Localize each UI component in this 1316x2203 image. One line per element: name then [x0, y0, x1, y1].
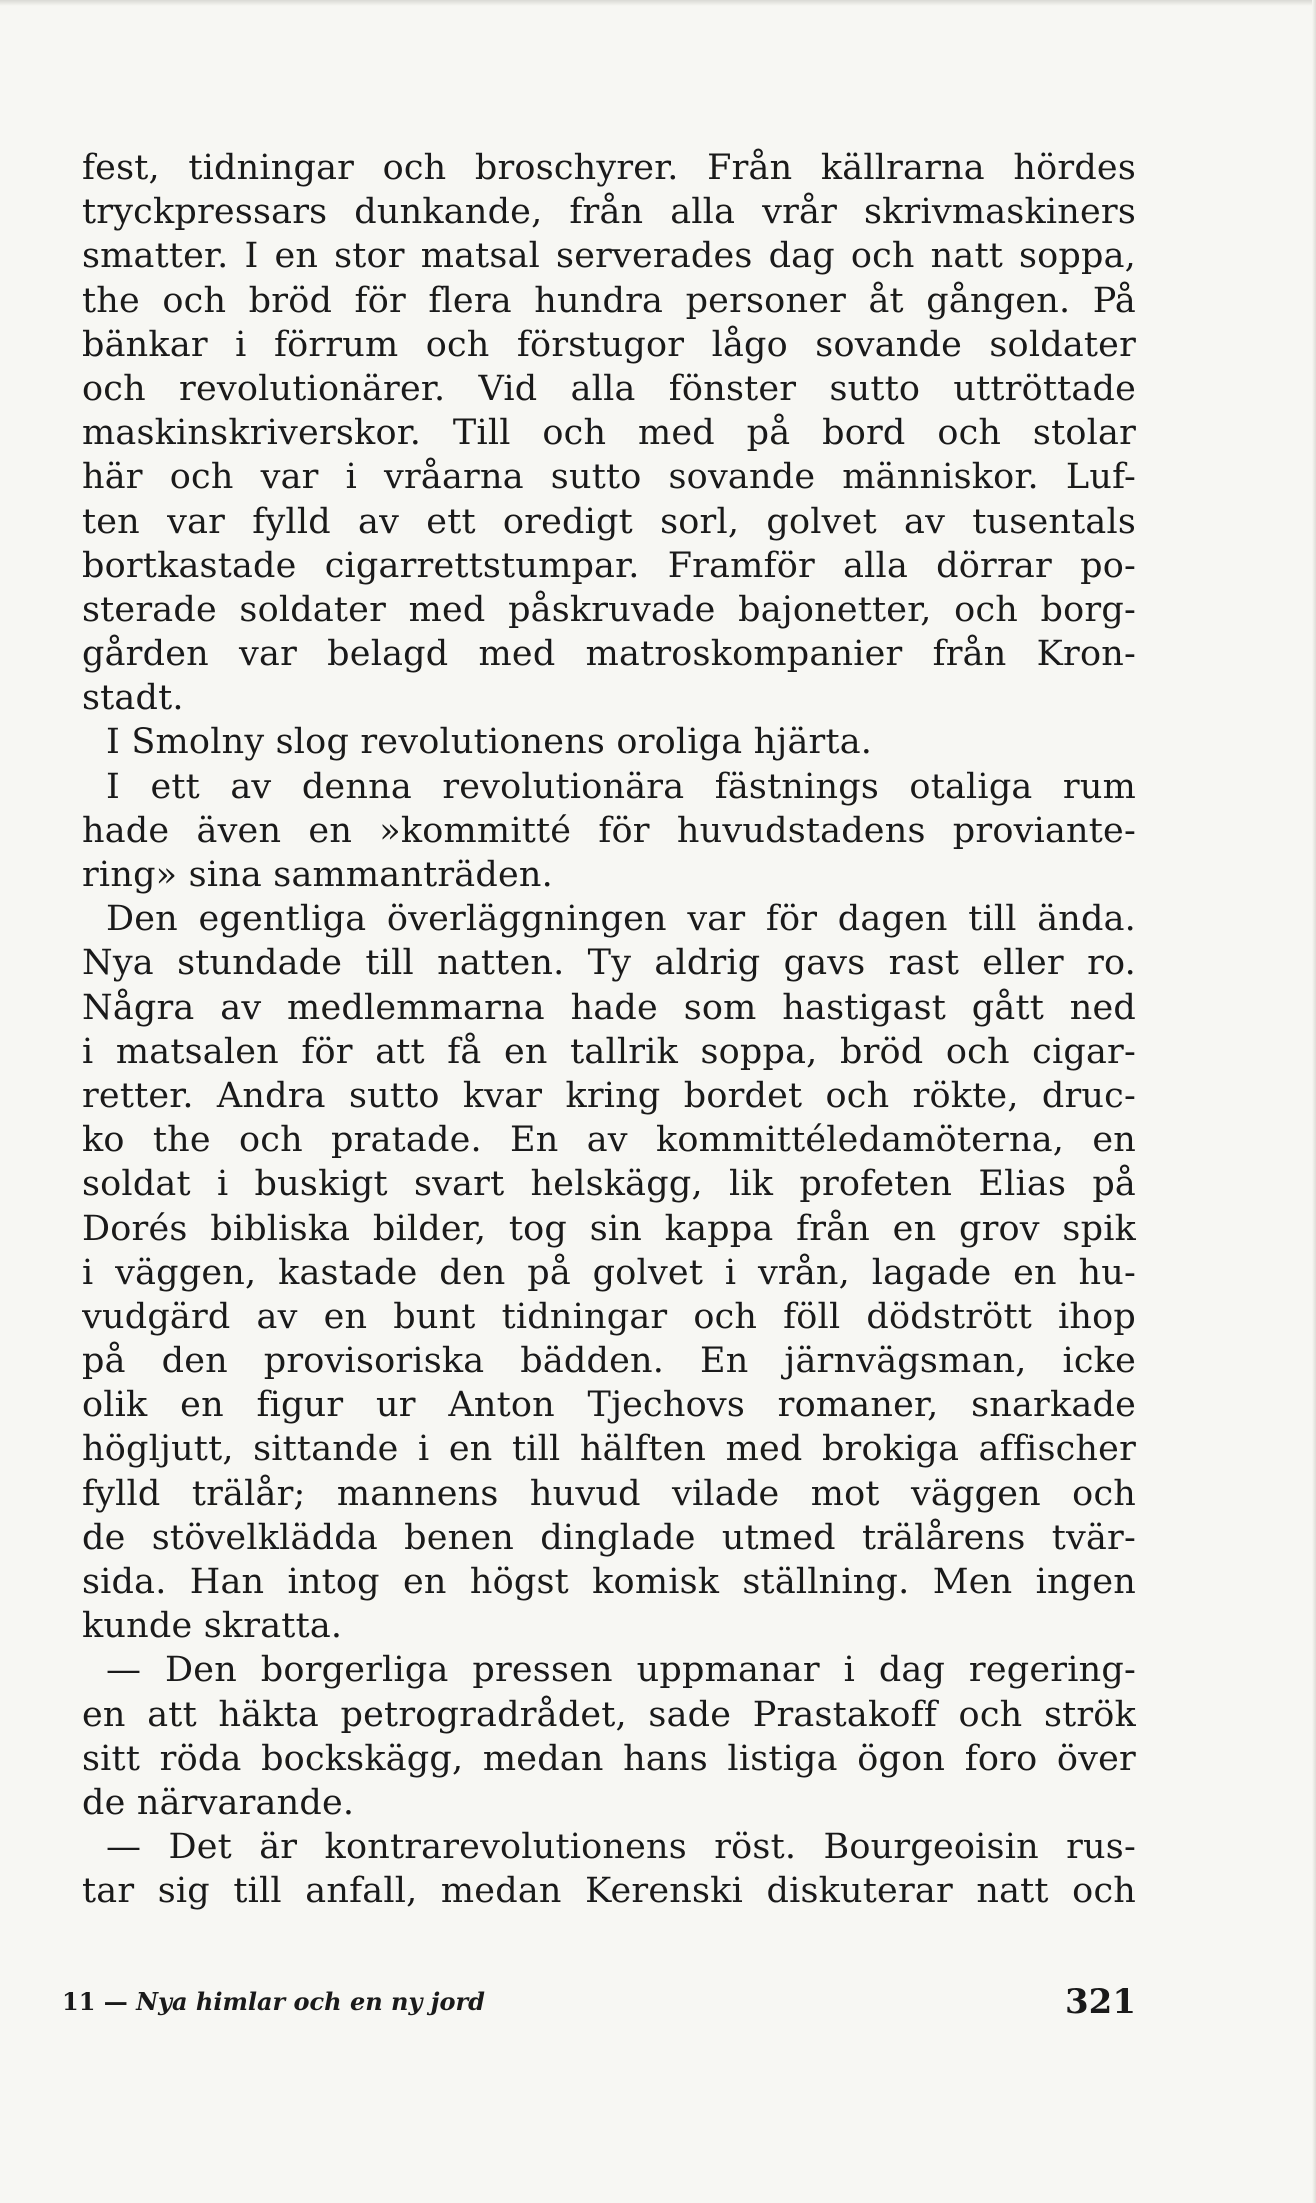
text-line: tar sig till anfall, medan Kerenski diskuterar natt och — [82, 1871, 1136, 1912]
text-line: smatter. I en stor matsal serverades dag och natt soppa, — [82, 236, 1136, 277]
text-line: maskinskriverskor. Till och med på bord och stolar — [82, 413, 1136, 454]
body-text — [82, 146, 1136, 1914]
text-line: tryckpressars dunkande, från alla vrår skrivmaskiners — [82, 192, 1136, 233]
signature-number: 11 — [62, 1987, 96, 2016]
page-top-edge — [0, 0, 1316, 6]
text-line: olik en figur ur Anton Tjechovs romaner, snarkade — [82, 1385, 1136, 1426]
text-line: de närvarande. — [82, 1782, 355, 1823]
text-line: Några av medlemmarna hade som hastigast gått ned — [82, 987, 1136, 1028]
page-number: 321 — [1065, 1982, 1136, 2022]
text-line: en att häkta petrogradrådet, sade Prastakoff och strök — [82, 1694, 1136, 1735]
text-line: och revolutionärer. Vid alla fönster sutto uttröttade — [82, 368, 1136, 409]
book-title: Nya himlar och en ny jord — [136, 1987, 485, 2016]
text-line: Den egentliga överläggningen var för dagen till ända. — [106, 899, 1136, 940]
signature-dash: — — [103, 1987, 128, 2016]
text-line: ten var fylld av ett oredigt sorl, golvet av tusentals — [82, 501, 1136, 542]
text-line: I ett av denna revolutionära fästnings otaliga rum — [106, 766, 1136, 807]
text-line: the och bröd för flera hundra personer åt gången. På — [82, 280, 1136, 321]
text-line: ko the och pratade. En av kommittéledamöterna, en — [82, 1120, 1136, 1161]
page-footer — [62, 1980, 1136, 2024]
text-line: bortkastade cigarrettstumpar. Framför alla dörrar po- — [82, 545, 1136, 586]
text-line: — Den borgerliga pressen uppmanar i dag regering- — [106, 1650, 1136, 1691]
text-line: högljutt, sittande i en till hälften med brokiga affischer — [82, 1429, 1136, 1470]
text-line: sitt röda bockskägg, medan hans listiga ögon foro över — [82, 1738, 1136, 1779]
text-line: fylld trälår; mannens huvud vilade mot väggen och — [82, 1473, 1136, 1514]
text-line: — Det är kontrarevolutionens röst. Bourgeoisin rus- — [106, 1827, 1136, 1868]
printer-signature — [62, 1980, 485, 2024]
text-line: soldat i buskigt svart helskägg, lik profeten Elias på — [82, 1164, 1136, 1205]
text-line: I Smolny slog revolutionens oroliga hjärta. — [106, 722, 873, 763]
text-line: sterade soldater med påskruvade bajonetter, och borg- — [82, 589, 1136, 630]
text-line: retter. Andra sutto kvar kring bordet och rökte, druc- — [82, 1075, 1136, 1116]
text-line: gården var belagd med matroskompanier från Kron- — [82, 634, 1136, 675]
text-line: de stövelklädda benen dinglade utmed trälårens tvär- — [82, 1517, 1136, 1558]
text-line: här och var i vråarna sutto sovande människor. Luf- — [82, 457, 1136, 498]
text-line: sida. Han intog en högst komisk ställning. Men ingen — [82, 1562, 1136, 1602]
text-line: fest, tidningar och broschyrer. Från källrarna hördes — [82, 148, 1136, 188]
text-line: ring» sina sammanträden. — [82, 855, 553, 895]
text-line: Dorés bibliska bilder, tog sin kappa från en grov spik — [82, 1208, 1136, 1249]
page-right-edge — [1312, 0, 1316, 2203]
text-line: på den provisoriska bädden. En järnvägsman, icke — [82, 1341, 1136, 1382]
text-line: bänkar i förrum och förstugor lågo sovande soldater — [82, 324, 1136, 365]
text-line: kunde skratta. — [82, 1606, 343, 1647]
text-line: i matsalen för att få en tallrik soppa, bröd och cigar- — [82, 1031, 1136, 1072]
text-line: hade även en »kommitté för huvudstadens proviante- — [82, 810, 1136, 851]
text-line: stadt. — [82, 678, 184, 719]
text-line: i väggen, kastade den på golvet i vrån, lagade en hu- — [82, 1252, 1136, 1293]
text-line: vudgärd av en bunt tidningar och föll dödstrött ihop — [82, 1296, 1136, 1337]
text-line: Nya stundade till natten. Ty aldrig gavs rast eller ro. — [82, 943, 1136, 984]
